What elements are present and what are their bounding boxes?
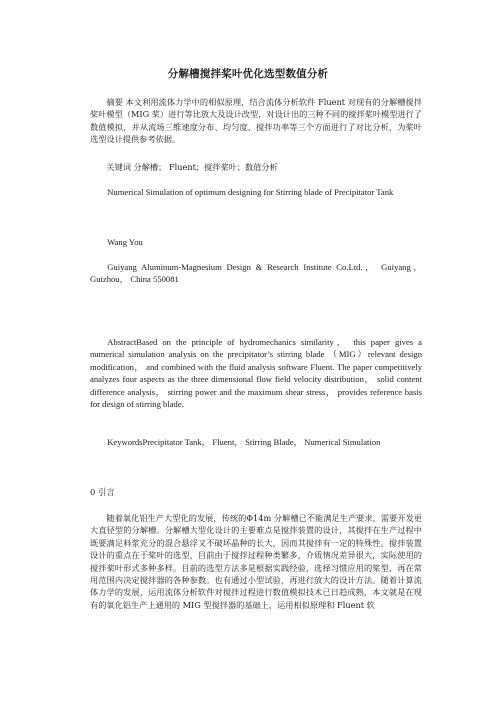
keywords-en: KeywordsPrecipitator Tank， Fluent， Stirring Blade， Numerical Simulation (107, 437, 381, 447)
section-heading-text: 0 引言 (90, 487, 115, 497)
paper-title-cn: 分解槽搅拌桨叶优化选型数值分析 (167, 68, 329, 80)
paper-title-en: Numerical Simulation of optimum designing for Stirring blade of Precipitator Tank (107, 187, 394, 197)
intro-paragraph: 随着氧化铝生产大型化的发展，传统的Φ14m 分解槽已不能满足生产要求，需要开发更大直径型的分解槽。分解槽大型化设计的主要难点是搅拌装置的设计，其搅拌在生产过程中既要满足料浆充分的混合悬浮又不破坏晶种的长大，因而其搅拌有一定的特殊性。搅拌装置设计的重点在于桨叶的选型，目前由于搅拌过程种类繁多，介质情况差异很大，实际使用的搅拌桨叶形式多种多样。目前的选型方法多是根据实践经验，选择习惯应用的桨型，再在常用范围内决定搅拌器的各种参数。也有通过小型试验，再进行放大的设计方法。随着计算流体力学的发展，运用流体分析软件对搅拌过程进行数值模拟技术已日趋成熟，本文就是在现有的氧化铝生产上通用的 MIG 型搅拌器的基础上，运用相似原理和 Fluent 软 (90, 513, 422, 610)
abstract-cn: 摘要 本文利用流体力学中的相似原理，结合流体分析软件 Fluent 对现有的分解槽搅拌桨叶模型（MIG 桨）进行等比放大及设计改型，对设计出的三种不同的搅拌桨叶模型进行了数值模拟，并从流场三维速度分布、均匀度、搅拌功率等三个方面进行了对比分析，为桨叶选型设计提供参考依据。 (90, 97, 422, 145)
author-name: Wang You (107, 237, 143, 247)
section-heading-intro (90, 486, 115, 498)
keywords-cn: 关键词 分解槽； Fluent；搅拌桨叶；数值分析 (106, 162, 278, 172)
author-affiliation: Guiyang Aluminum-Magnesium Design & Research Institute Co.Ltd.， Guiyang，Guizhou， China 550081 (90, 262, 422, 285)
abstract-en: AbstractBased on the principle of hydromechanics similarity， this paper gives a numerical simulation analysis on the precipitator’s stirring blade （MIG）relevant design modification， and combined with the fluid analysis software Fluent. The paper competitively analyzes four aspects as the three dimensional flow field velocity distribution， solid content difference analysis， stirring power and the maximum shear stress， provides reference basis for design of stirring blade. (90, 337, 422, 410)
